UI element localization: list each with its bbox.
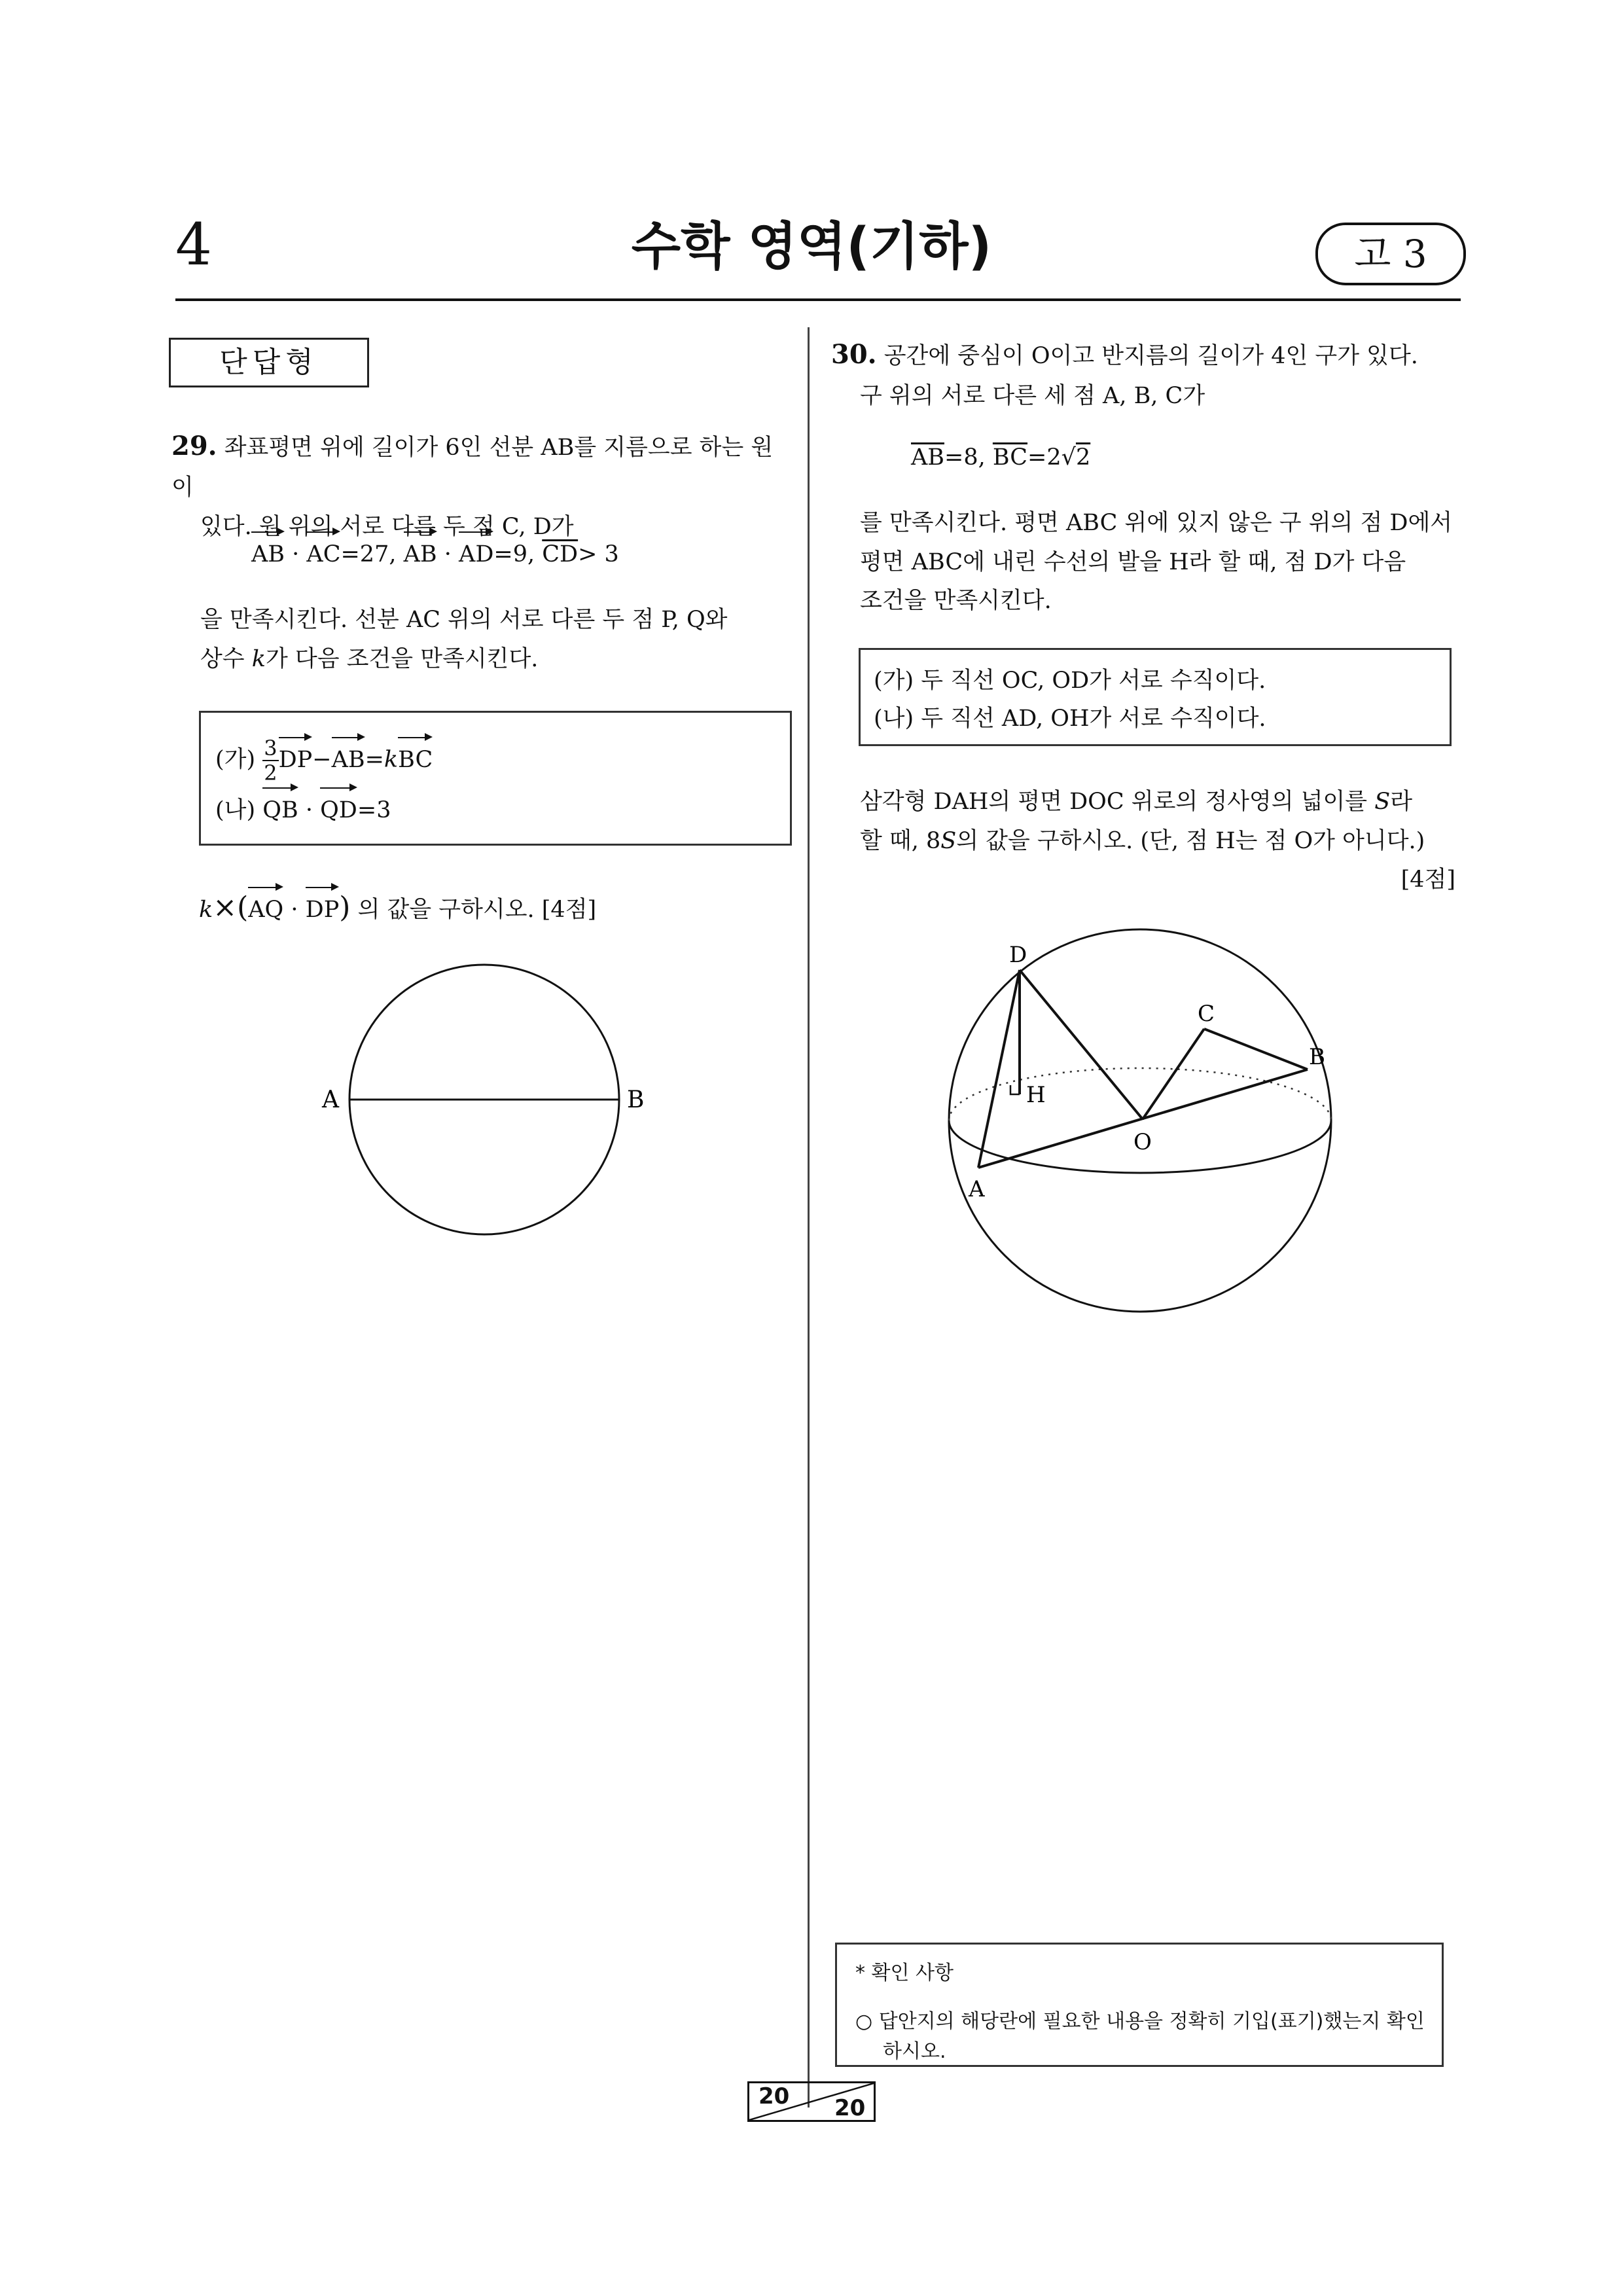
dot-1: · (292, 541, 300, 567)
footer-page-indicator (747, 2081, 876, 2122)
label-b: B (1309, 1044, 1325, 1070)
q30-number: 30. (831, 339, 877, 370)
q29-equation (251, 535, 619, 575)
q29-cond-na: (나) QB · QD=3 (215, 791, 391, 831)
equator-back (949, 1068, 1331, 1121)
q30-line4: 평면 ABC에 내린 수선의 발을 H라 할 때, 점 D가 다음 (860, 548, 1406, 575)
segment-bc (1204, 1029, 1308, 1069)
fraction-3-2: $\frac{3}{2}$ (264, 736, 277, 785)
check-line2: 하시오. (883, 2040, 946, 2063)
check-title: * 확인 사항 (855, 1962, 954, 1984)
q30-line7: 할 때, 8S의 값을 구하시오. (단, 점 H는 점 O가 아니다.) (860, 827, 1425, 854)
sqrt-arg: 2 (1075, 444, 1091, 471)
q29-figure (308, 942, 661, 1257)
segment-co (1143, 1029, 1204, 1119)
label-h: H (1026, 1082, 1046, 1108)
segment-da (978, 970, 1020, 1168)
q29-line1: 좌표평면 위에 길이가 6인 선분 AB를 지름으로 하는 원이 (171, 435, 774, 501)
vec-ab-1: AB (251, 535, 285, 575)
q30-equation: $\overline{AB}=8$, $\overline{BC}=2√2$ (911, 444, 1091, 471)
label-b: B (627, 1086, 645, 1113)
q30-figure (942, 916, 1348, 1322)
q30-line1: 공간에 중심이 O이고 반지름의 길이가 4인 구가 있다. (883, 343, 1418, 369)
q30-line2: 구 위의 서로 다른 세 점 A, B, C가 (860, 383, 1205, 409)
right-angle-mark (1010, 1085, 1020, 1094)
q30-ask (860, 783, 1462, 900)
label-o: O (1133, 1129, 1152, 1155)
footer-top-number: 20 (758, 2083, 790, 2109)
q29-cond-ga: (가) $\frac{3}{2}$ DP−AB=kBC (215, 736, 433, 785)
dot-2: · (444, 541, 452, 567)
column-divider (808, 327, 810, 2108)
section-label: 단답형 (169, 338, 369, 387)
q30-line6: 삼각형 DAH의 평면 DOC 위로의 정사영의 넓이를 S라 (860, 789, 1413, 815)
vec-ac: AC (306, 535, 340, 575)
q30-line3: 를 만족시킨다. 평면 ABC 위에 있지 않은 구 위의 점 D에서 (860, 510, 1453, 536)
check-line1: ○ 답안지의 해당란에 필요한 내용을 정확히 기입(표기)했는지 확인 (855, 2010, 1425, 2033)
vec-ab-2: AB (404, 535, 437, 575)
vec-ad: AD (459, 535, 493, 575)
header-rule (175, 298, 1461, 301)
q30-cond-na: (나) 두 직선 AD, OH가 서로 수직이다. (874, 706, 1266, 732)
q30-stem (831, 332, 1446, 416)
q30-points: [4점] (1400, 867, 1455, 893)
q30-condition-box (859, 648, 1452, 746)
seg-ab: $\overline{AB}$ (911, 444, 944, 471)
label-a: A (322, 1086, 339, 1113)
q29-continue (200, 601, 789, 679)
q29-line2: 있다. 원 위의 서로 다른 두 점 C, D가 (200, 513, 574, 540)
eq-part3: > 3 (578, 541, 619, 567)
seg-bc: $\overline{BC}$ (992, 444, 1028, 471)
sqrt-sign: √ (1061, 444, 1076, 471)
q29-stem (171, 424, 787, 547)
page-number: 4 (175, 211, 212, 278)
q30-line5: 조건을 만족시킨다. (860, 588, 1052, 614)
label-a: A (969, 1176, 985, 1202)
q29-condition-box (199, 711, 792, 846)
grade-badge: 고 3 (1315, 223, 1466, 285)
eq-part2: =9, (493, 541, 535, 567)
q30-cond-ga: (가) 두 직선 OC, OD가 서로 수직이다. (874, 668, 1266, 694)
q29-ask: k×(AQ · DP) 의 값을 구하시오. [4점] (199, 884, 596, 933)
eq-part1: =27, (340, 541, 397, 567)
page-title: 수학 영역(기하) (631, 217, 992, 276)
check-notice-box (835, 1943, 1444, 2067)
q29-line4: 상수 k가 다음 조건을 만족시킨다. (200, 645, 539, 672)
footer-bottom-number: 20 (834, 2095, 866, 2121)
q29-number: 29. (171, 431, 217, 461)
label-d: D (1009, 942, 1027, 968)
q30-continue (860, 504, 1462, 621)
seg-cd: $\overline{CD}$ (542, 541, 579, 567)
label-c: C (1198, 1001, 1215, 1027)
q29-line3: 을 만족시킨다. 선분 AC 위의 서로 다른 두 점 P, Q와 (200, 607, 728, 633)
